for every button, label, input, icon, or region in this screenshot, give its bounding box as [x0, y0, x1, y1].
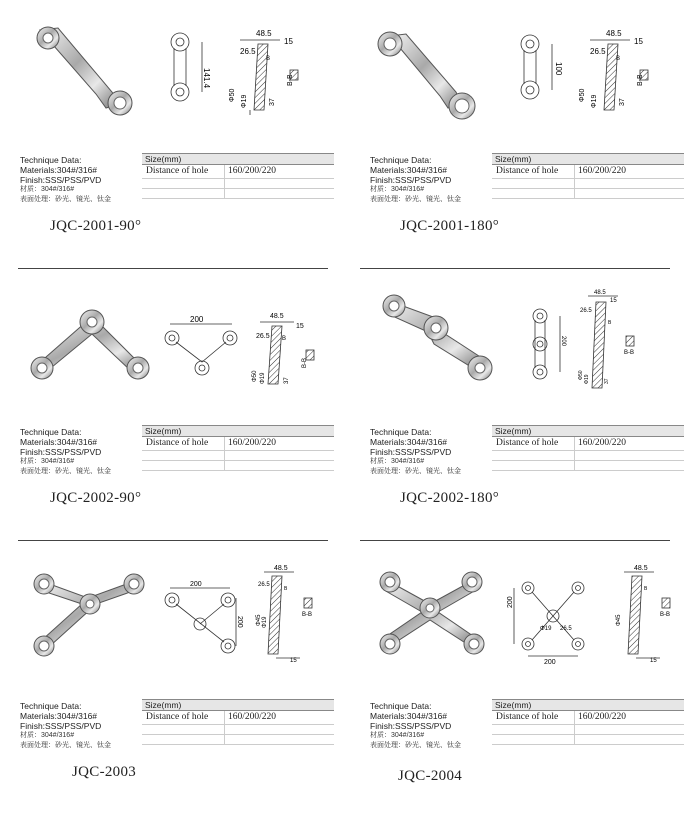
dim-label: 100	[554, 62, 563, 76]
product-photo	[350, 0, 510, 140]
model-name: JQC-2002-180°	[400, 490, 500, 506]
dim-label: Φ50	[252, 370, 258, 382]
size-table-header: Size(mm)	[492, 425, 684, 437]
tech-line: Materials:304#/316#	[370, 165, 448, 175]
row-value: 160/200/220	[578, 438, 627, 448]
technical-drawing	[160, 272, 330, 412]
tech-line: Technique Data:	[370, 155, 432, 165]
size-table-row	[492, 437, 684, 451]
dim-label: Φ50	[578, 370, 584, 380]
dim-label: Φ19	[260, 372, 266, 384]
dim-label: B	[282, 336, 287, 342]
model-name: JQC-2003	[72, 764, 137, 780]
product-card	[0, 272, 350, 542]
dim-label: 48.5	[256, 29, 272, 38]
row-value: 160/200/220	[228, 712, 277, 722]
dim-label: Φ19	[591, 94, 598, 108]
product-card	[0, 546, 350, 816]
model-name: JQC-2004	[398, 768, 463, 784]
size-table-header: Size(mm)	[142, 153, 334, 165]
tech-line: Finish:SSS/PSS/PVD	[370, 175, 452, 185]
size-table-row	[492, 735, 684, 745]
tech-line-cn: 表面处理：砂光、镜光、钛金	[370, 468, 461, 475]
tech-line: Finish:SSS/PSS/PVD	[370, 721, 452, 731]
size-table-header: Size(mm)	[142, 425, 334, 437]
size-table-row	[142, 461, 334, 471]
dim-label: 37	[284, 377, 290, 384]
size-table-row	[492, 189, 684, 199]
tech-line: Finish:SSS/PSS/PVD	[370, 447, 452, 457]
dim-label: B-B	[302, 357, 308, 368]
technical-drawing	[160, 546, 330, 686]
tech-line-cn: 材质：304#/316#	[370, 458, 425, 465]
technique-data	[20, 427, 145, 477]
row-label: Distance of hole	[496, 438, 559, 448]
dim-label: B	[608, 320, 612, 326]
size-table-row	[492, 179, 684, 189]
size-table-header: Size(mm)	[492, 153, 684, 165]
product-card	[350, 546, 700, 816]
tech-line-cn: 材质：304#/316#	[20, 186, 75, 193]
dim-label: 37	[269, 98, 276, 106]
size-table-row	[492, 711, 684, 725]
size-table-row	[142, 725, 334, 735]
dim-label: 26.5	[580, 308, 592, 314]
tech-line: Materials:304#/316#	[20, 437, 98, 447]
size-table-row	[142, 437, 334, 451]
size-table-row	[142, 451, 334, 461]
size-table-row	[492, 725, 684, 735]
dim-label: Φ45	[256, 614, 262, 626]
technical-drawing	[510, 272, 680, 412]
product-photo	[350, 546, 510, 686]
size-table-row	[142, 735, 334, 745]
tech-line: Finish:SSS/PSS/PVD	[20, 721, 102, 731]
tech-line: Materials:304#/316#	[20, 711, 98, 721]
dim-label: 48.5	[270, 313, 284, 320]
dim-label: 200	[560, 336, 566, 347]
tech-line: Materials:304#/316#	[370, 437, 448, 447]
tech-line-cn: 表面处理：砂光、镜光、钛金	[20, 742, 111, 749]
dim-label: 26.5	[560, 626, 572, 632]
tech-line-cn: 表面处理：砂光、镜光、钛金	[370, 742, 461, 749]
tech-line: Technique Data:	[20, 427, 82, 437]
model-name: JQC-2001-90°	[50, 218, 142, 234]
tech-line: Materials:304#/316#	[370, 711, 448, 721]
technical-drawing	[507, 546, 680, 686]
tech-line: Technique Data:	[20, 701, 82, 711]
dim-label: Φ50	[579, 88, 586, 102]
dim-label: 15	[290, 658, 297, 664]
tech-line-cn: 表面处理：砂光、镜光、钛金	[20, 196, 111, 203]
dim-label: 200	[507, 596, 514, 608]
tech-line-cn: 表面处理：砂光、镜光、钛金	[20, 468, 111, 475]
dim-label: B-B	[660, 612, 671, 618]
tech-line-cn: 材质：304#/316#	[20, 732, 75, 739]
tech-line-cn: 材质：304#/316#	[370, 732, 425, 739]
row-value: 160/200/220	[578, 712, 627, 722]
product-photo	[0, 546, 160, 686]
tech-line: Technique Data:	[370, 427, 432, 437]
dim-label: 26.5	[590, 47, 606, 56]
technique-data	[370, 427, 495, 477]
dim-label: B-B	[287, 74, 294, 86]
size-table-row	[492, 461, 684, 471]
dim-label: 26.5	[240, 47, 256, 56]
dim-label: B-B	[624, 350, 635, 356]
size-table	[142, 153, 334, 199]
product-card	[350, 0, 700, 270]
tech-line-cn: 表面处理：砂光、镜光、钛金	[370, 196, 461, 203]
dim-label: 141.4	[202, 68, 211, 89]
tech-line-cn: 材质：304#/316#	[20, 458, 75, 465]
product-photo	[0, 0, 160, 140]
dim-label: B	[644, 586, 648, 592]
dim-label: 200	[236, 616, 243, 628]
dim-label: 200	[190, 315, 204, 324]
size-table-row	[492, 165, 684, 179]
technique-data	[370, 701, 495, 751]
product-card	[0, 0, 350, 270]
tech-line-cn: 材质：304#/316#	[370, 186, 425, 193]
row-value: 160/200/220	[578, 166, 627, 176]
row-label: Distance of hole	[146, 166, 209, 176]
dim-label: 26.5	[256, 333, 270, 340]
dim-label: Φ19	[584, 374, 590, 384]
row-label: Distance of hole	[496, 166, 559, 176]
technique-data	[370, 155, 495, 205]
dim-label: 15	[610, 298, 617, 304]
size-table-row	[142, 179, 334, 189]
technique-data	[20, 155, 145, 205]
model-name: JQC-2002-90°	[50, 490, 142, 506]
dim-label: 15	[296, 323, 304, 330]
dim-label: 15	[634, 37, 643, 46]
dim-label: B	[266, 56, 271, 62]
size-table	[492, 153, 684, 199]
dim-label: Φ45	[616, 614, 622, 626]
product-photo	[0, 272, 160, 412]
dim-label: Φ50	[229, 88, 236, 102]
size-table-row	[492, 451, 684, 461]
dim-label: 15	[284, 37, 293, 46]
dim-label: 48.5	[634, 565, 648, 572]
dim-label: 200	[190, 581, 202, 588]
size-table	[142, 425, 334, 471]
dim-label: B-B	[637, 74, 644, 86]
size-table	[492, 699, 684, 745]
dim-label: 26.5	[258, 582, 270, 588]
size-table-row	[142, 165, 334, 179]
dim-label: Φ19	[262, 616, 268, 628]
dim-label: 37	[619, 98, 626, 106]
row-value: 160/200/220	[228, 438, 277, 448]
dim-label: Φ19	[241, 94, 248, 108]
dim-label: B	[284, 586, 288, 592]
model-name: JQC-2001-180°	[400, 218, 500, 234]
dim-label: 15	[650, 658, 657, 664]
size-table	[142, 699, 334, 745]
dim-label: Φ19	[540, 626, 552, 632]
tech-line: Technique Data:	[20, 155, 82, 165]
row-label: Distance of hole	[496, 712, 559, 722]
technical-drawing	[510, 0, 680, 140]
dim-label: 48.5	[594, 290, 606, 296]
tech-line: Finish:SSS/PSS/PVD	[20, 447, 102, 457]
size-table-header: Size(mm)	[492, 699, 684, 711]
technical-drawing	[160, 0, 330, 140]
dim-label: B	[616, 56, 621, 62]
row-label: Distance of hole	[146, 438, 209, 448]
dim-label: 48.5	[274, 565, 288, 572]
dim-label: 48.5	[606, 29, 622, 38]
product-card	[350, 272, 700, 542]
dim-label: 200	[544, 659, 556, 666]
dim-label: B-B	[302, 612, 313, 618]
size-table-row	[142, 189, 334, 199]
tech-line: Materials:304#/316#	[20, 165, 98, 175]
size-table-row	[142, 711, 334, 725]
dim-label: 37	[604, 378, 610, 384]
size-table-header: Size(mm)	[142, 699, 334, 711]
technique-data	[20, 701, 145, 751]
row-label: Distance of hole	[146, 712, 209, 722]
tech-line: Technique Data:	[370, 701, 432, 711]
size-table	[492, 425, 684, 471]
row-value: 160/200/220	[228, 166, 277, 176]
tech-line: Finish:SSS/PSS/PVD	[20, 175, 102, 185]
product-photo	[350, 272, 510, 412]
